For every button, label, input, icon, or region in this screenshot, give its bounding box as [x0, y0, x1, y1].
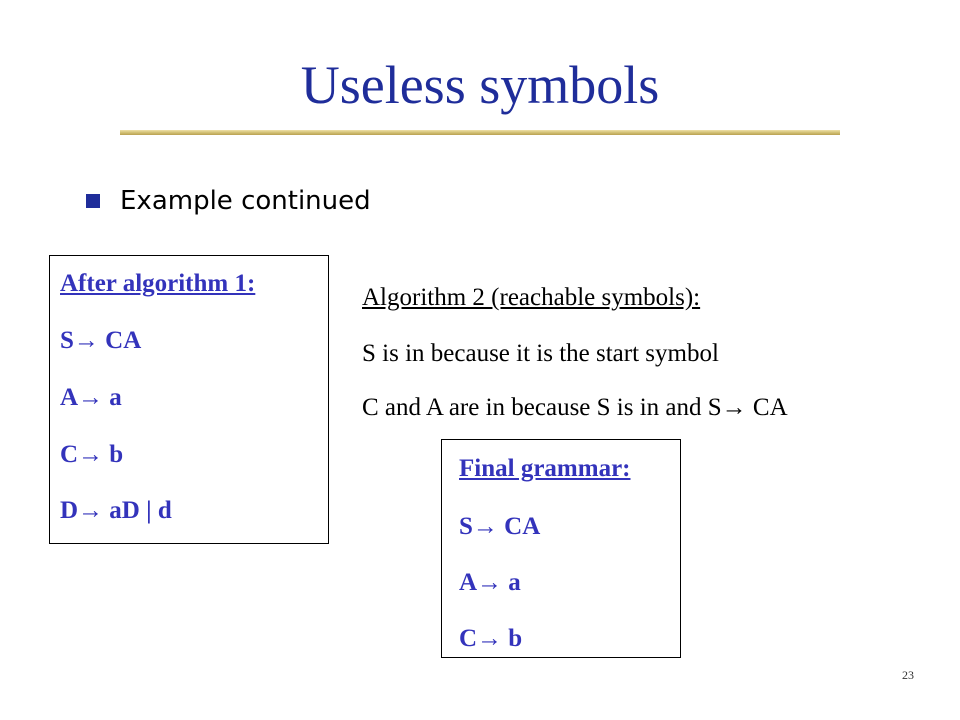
bullet-text: Example continued — [120, 186, 371, 216]
box1-rule-1: S→ CA — [60, 327, 142, 354]
box1-heading: After algorithm 1: — [60, 270, 256, 297]
box2-rule-1: S→ CA — [459, 513, 541, 540]
page-number: 23 — [902, 668, 914, 682]
algorithm-2-line-1: S is in because it is the start symbol — [362, 340, 719, 367]
box2-heading: Final grammar: — [459, 455, 631, 482]
box2-rule-2: A→ a — [459, 569, 521, 596]
box2-rule-3: C→ b — [459, 625, 523, 652]
slide-title: Useless symbols — [300, 55, 660, 115]
box1-rule-4: D→ aD | d — [60, 497, 172, 524]
box1-rule-2: A→ a — [60, 384, 122, 411]
box1-rule-3: C→ b — [60, 441, 124, 468]
square-bullet-icon — [86, 194, 100, 208]
title-underline-rule — [120, 130, 840, 135]
algorithm-2-line-2: C and A are in because S is in and S→ CA — [362, 394, 788, 421]
algorithm-2-heading: Algorithm 2 (reachable symbols): — [362, 284, 701, 311]
